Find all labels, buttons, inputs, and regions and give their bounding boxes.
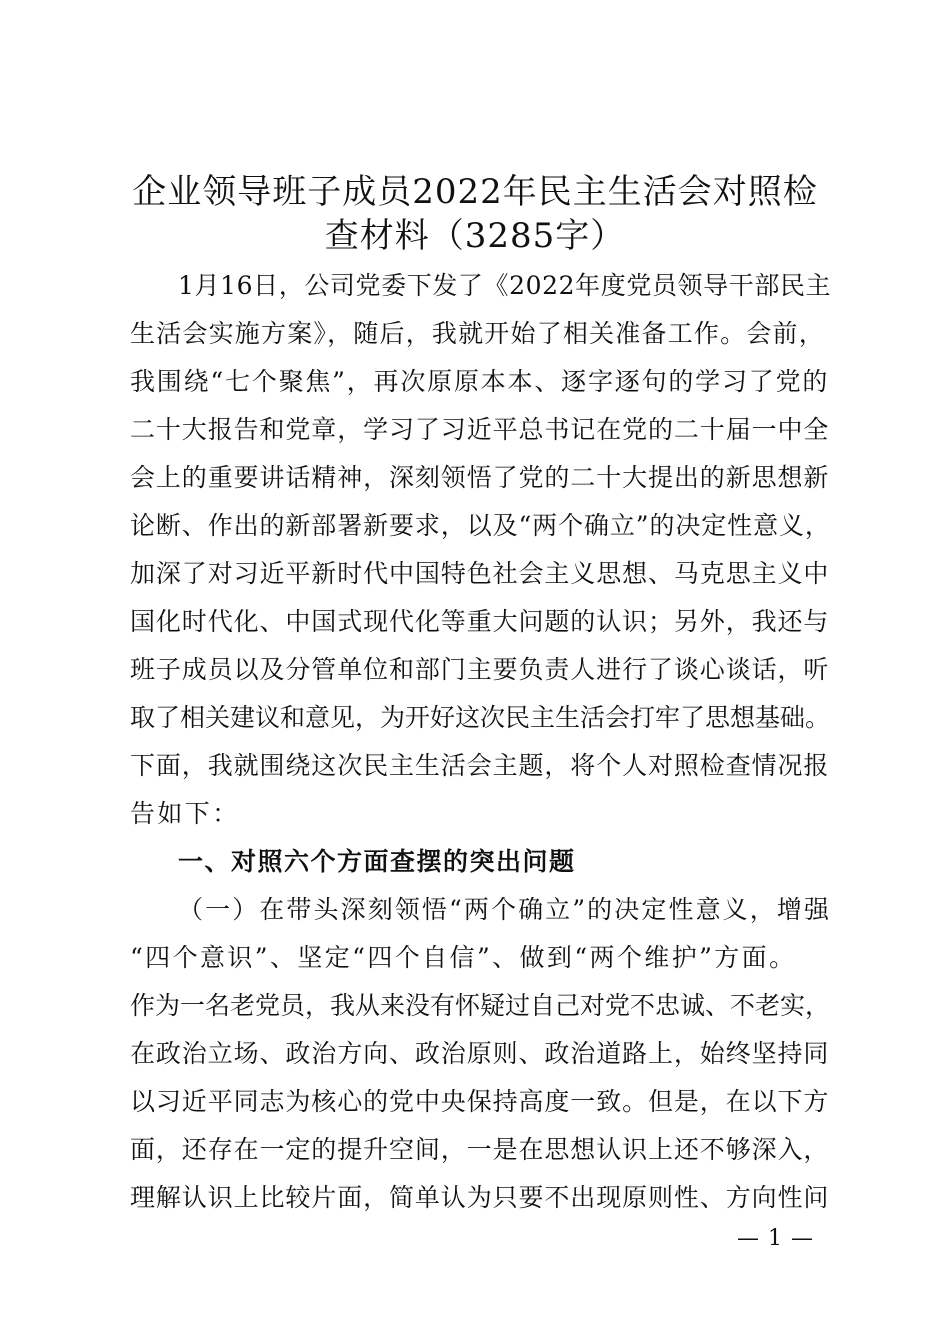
paragraph-line: 论断、作出的新部署新要求，以及“两个确立”的决定性意义， [130,511,831,540]
paragraph-line: 加深了对习近平新时代中国特色社会主义思想、马克思主义中 [130,559,830,588]
paragraph-line: 二十大报告和党章，学习了习近平总书记在党的二十届一中全 [130,415,830,444]
paragraph-line: （一）在带头深刻领悟“两个确立”的决定性意义，增强 [178,895,832,924]
paragraph-line: 1月16日，公司党委下发了《2022年度党员领导干部民主 [178,271,832,300]
page-number: — 1 — [737,1226,814,1251]
title-line-1: 企业领导班子成员2022年民主生活会对照检 [132,172,818,212]
paragraph-line: 取了相关建议和意见，为开好这次民主生活会打牢了思想基础。 [130,703,831,732]
paragraph-line: 以习近平同志为核心的党中央保持高度一致。但是，在以下方 [130,1087,830,1116]
title-line-2: 查材料（3285字） [324,216,626,256]
paragraph-line: “四个意识”、坚定“四个自信”、做到“两个维护”方面。 [130,943,797,972]
paragraph-line: 面，还存在一定的提升空间，一是在思想认识上还不够深入， [130,1135,830,1164]
paragraph-line: 班子成员以及分管单位和部门主要负责人进行了谈心谈话，听 [130,655,830,684]
document-title [120,170,830,258]
paragraph-line: 在政治立场、政治方向、政治原则、政治道路上，始终坚持同 [130,1039,830,1068]
paragraph-line: 国化时代化、中国式现代化等重大问题的认识；另外，我还与 [130,607,830,636]
paragraph-line: 告如下： [130,799,240,828]
section-heading: 一、对照六个方面查摆的突出问题 [178,847,576,876]
paragraph-line: 生活会实施方案》，随后，我就开始了相关准备工作。会前， [130,319,825,348]
paragraph-line: 理解认识上比较片面，简单认为只要不出现原则性、方向性问 [130,1183,830,1212]
paragraph-line: 我围绕“七个聚焦”，再次原原本本、逐字逐句的学习了党的 [130,367,830,396]
paragraph-line: 下面，我就围绕这次民主生活会主题，将个人对照检查情况报 [130,751,830,780]
paragraph-line: 会上的重要讲话精神，深刻领悟了党的二十大提出的新思想新 [130,463,830,492]
paragraph-line: 作为一名老党员，我从来没有怀疑过自己对党不忠诚、不老实， [130,991,831,1020]
